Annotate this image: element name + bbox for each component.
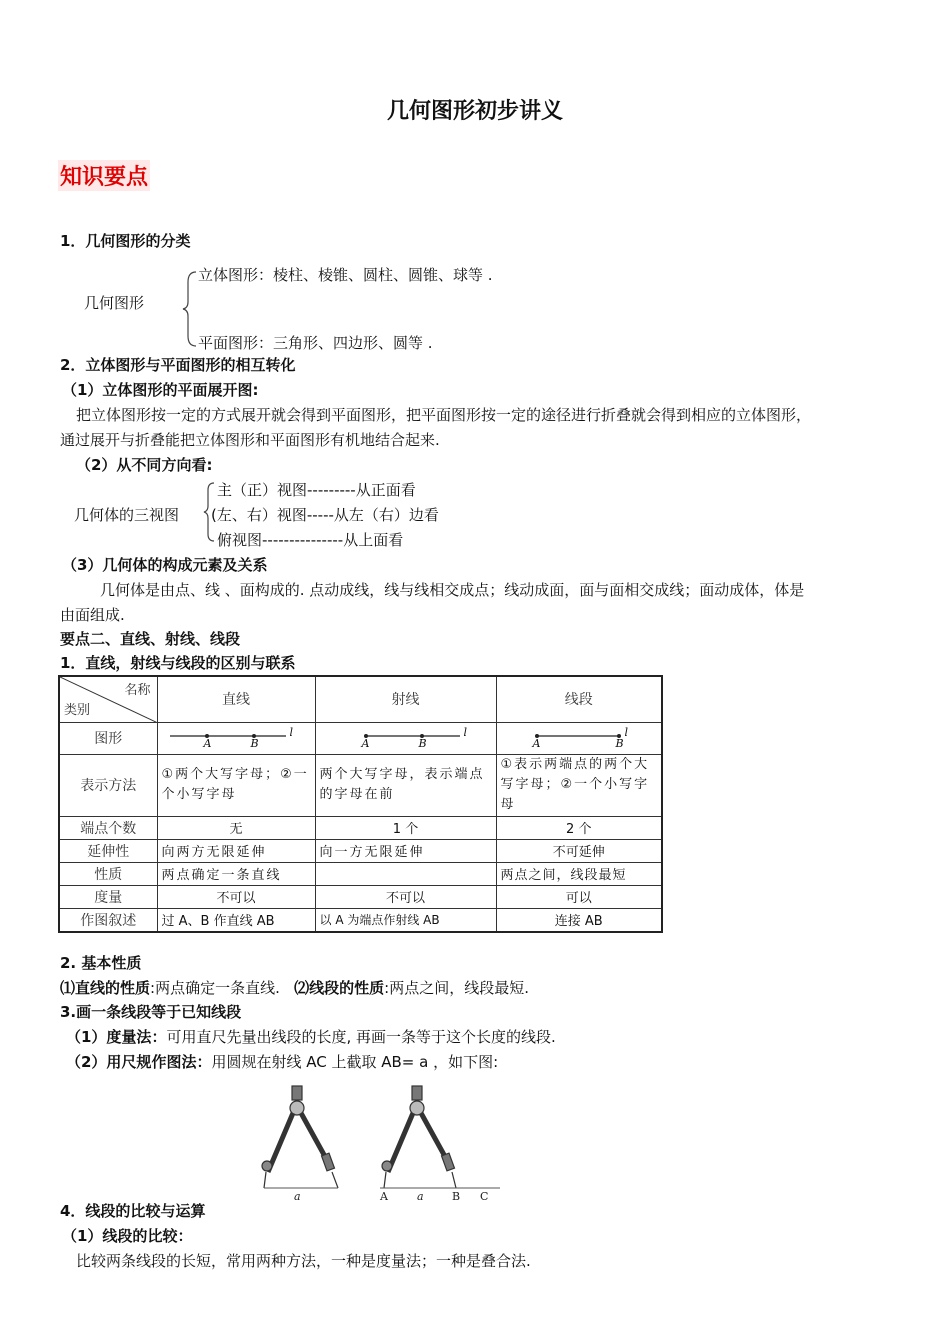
fig2-label-C: C: [480, 1190, 489, 1203]
table-cell: 以 A 为端点作射线 AB: [315, 908, 496, 932]
compass-drawing-2: [380, 1086, 500, 1188]
sub-line-compare: 1．直线，射线与线段的区别与联系: [60, 654, 296, 672]
corner-name: 名称: [124, 683, 151, 698]
table-cell: 两点之间，线段最短: [496, 862, 662, 885]
point-b-label: B: [615, 737, 624, 750]
table-cell: ①表示两端点的两个大写字母；②一个小写字母: [496, 754, 662, 816]
table-cell: [315, 862, 496, 885]
table-cell: 连接 AB: [496, 908, 662, 932]
brace-icon: [180, 270, 200, 348]
compass-drawing-1: [262, 1086, 338, 1188]
col-header-segment: 线段: [496, 676, 662, 722]
prop-segment-label: ⑵线段的性质: [294, 979, 385, 997]
table-cell: 无: [157, 816, 315, 839]
heading-basic-props: 2. 基本性质: [60, 954, 142, 972]
page-title: 几何图形初步讲义: [386, 99, 563, 124]
table-cell: 可以: [496, 885, 662, 908]
point-a-label: A: [532, 737, 541, 750]
method-compass: [66, 1051, 498, 1072]
sub-views: （2）从不同方向看:: [76, 456, 213, 474]
compare-line1: 比较两条线段的长短，常用两种方法，一种是度量法；一种是叠合法.: [76, 1252, 531, 1270]
compass-figure: [250, 1080, 510, 1205]
fig2-label-B: B: [452, 1190, 461, 1203]
view-front: 主（正）视图---------从正面看: [217, 481, 416, 499]
fig1-label-a: a: [294, 1190, 301, 1203]
row-label: 度量: [59, 885, 157, 908]
table-cell: 不可延伸: [496, 839, 662, 862]
method-compass-label: （2）用尺规作图法：: [66, 1053, 212, 1071]
heading-lines: 要点二、直线、射线、线段: [60, 630, 241, 648]
classification-root: 几何图形: [84, 294, 145, 312]
fig2-label-A: A: [380, 1190, 388, 1203]
row-label: 表示方法: [59, 754, 157, 816]
line-l-label: l: [289, 726, 294, 739]
table-corner: [59, 676, 157, 722]
sub-compare: （1）线段的比较：: [62, 1227, 193, 1245]
table-cell: 两个大写字母，表示端点的字母在前: [315, 754, 496, 816]
branch-solid: 立体图形：棱柱、棱锥、圆柱、圆锥、球等 .: [198, 266, 493, 284]
method-measure-text: 可用直尺先量出线段的长度, 再画一条等于这个长度的线段.: [166, 1028, 556, 1046]
row-label: 延伸性: [59, 839, 157, 862]
table-cell: 不可以: [157, 885, 315, 908]
figure-segment: [496, 722, 662, 754]
line-compare-table: [58, 675, 663, 933]
figure-ray: [315, 722, 496, 754]
point-b-label: B: [250, 737, 259, 750]
table-cell: ①两个大写字母；②一个小写字母: [157, 754, 315, 816]
line-l-label: l: [463, 726, 468, 739]
point-a-label: A: [203, 737, 212, 750]
prop-segment-text: :两点之间，线段最短.: [384, 979, 529, 997]
figure-line: [157, 722, 315, 754]
sub-unfold: （1）立体图形的平面展开图:: [62, 381, 259, 399]
prop-line-label: ⑴直线的性质: [60, 979, 151, 997]
method-compass-text: 用圆规在射线 AC 上截取 AB= a ，如下图:: [211, 1053, 499, 1071]
point-b-label: B: [418, 737, 427, 750]
view-side: (左、右）视图-----从左（右）边看: [211, 506, 439, 524]
section-heading: 知识要点: [58, 160, 150, 191]
row-label: 性质: [59, 862, 157, 885]
basic-props-line: [60, 977, 529, 998]
row-label: 作图叙述: [59, 908, 157, 932]
views-root: 几何体的三视图: [74, 506, 180, 524]
method-measure-label: （1）度量法：: [66, 1028, 167, 1046]
table-cell: 2 个: [496, 816, 662, 839]
point-a-label: A: [361, 737, 370, 750]
row-label-figure: 图形: [59, 722, 157, 754]
table-cell: 不可以: [315, 885, 496, 908]
col-header-ray: 射线: [315, 676, 496, 722]
row-label: 端点个数: [59, 816, 157, 839]
branch-plane: 平面图形：三角形、四边形、圆等 .: [198, 334, 433, 352]
table-cell: 向一方无限延伸: [315, 839, 496, 862]
corner-type: 类别: [64, 702, 91, 718]
heading-draw-segment: 3.画一条线段等于已知线段: [60, 1003, 242, 1021]
heading-classification: 1．几何图形的分类: [60, 232, 191, 250]
heading-conversion: 2．立体图形与平面图形的相互转化: [60, 356, 296, 374]
elements-line2: 由面组成.: [60, 606, 125, 624]
view-top: 俯视图---------------从上面看: [217, 531, 404, 549]
unfold-line2: 通过展开与折叠能把立体图形和平面图形有机地结合起来.: [60, 431, 440, 449]
table-cell: 过 A、B 作直线 AB: [157, 908, 315, 932]
prop-line-text: :两点确定一条直线.: [150, 979, 280, 997]
table-cell: 向两方无限延伸: [157, 839, 315, 862]
line-l-label: l: [624, 726, 629, 739]
elements-line1: 几何体是由点、线 、面构成的. 点动成线，线与线相交成点；线动成面，面与面相交成线；面动成体，体是: [100, 581, 805, 599]
heading-compare: 4．线段的比较与运算: [60, 1202, 206, 1220]
fig2-label-a: a: [417, 1190, 424, 1203]
method-measure: [66, 1026, 556, 1047]
sub-elements: （3）几何体的构成元素及关系: [62, 556, 268, 574]
col-header-line: 直线: [157, 676, 315, 722]
table-cell: 1 个: [315, 816, 496, 839]
table-cell: 两点确定一条直线: [157, 862, 315, 885]
unfold-line1: 把立体图形按一定的方式展开就会得到平面图形，把平面图形按一定的途径进行折叠就会得到相应的立体图形，: [76, 406, 812, 424]
